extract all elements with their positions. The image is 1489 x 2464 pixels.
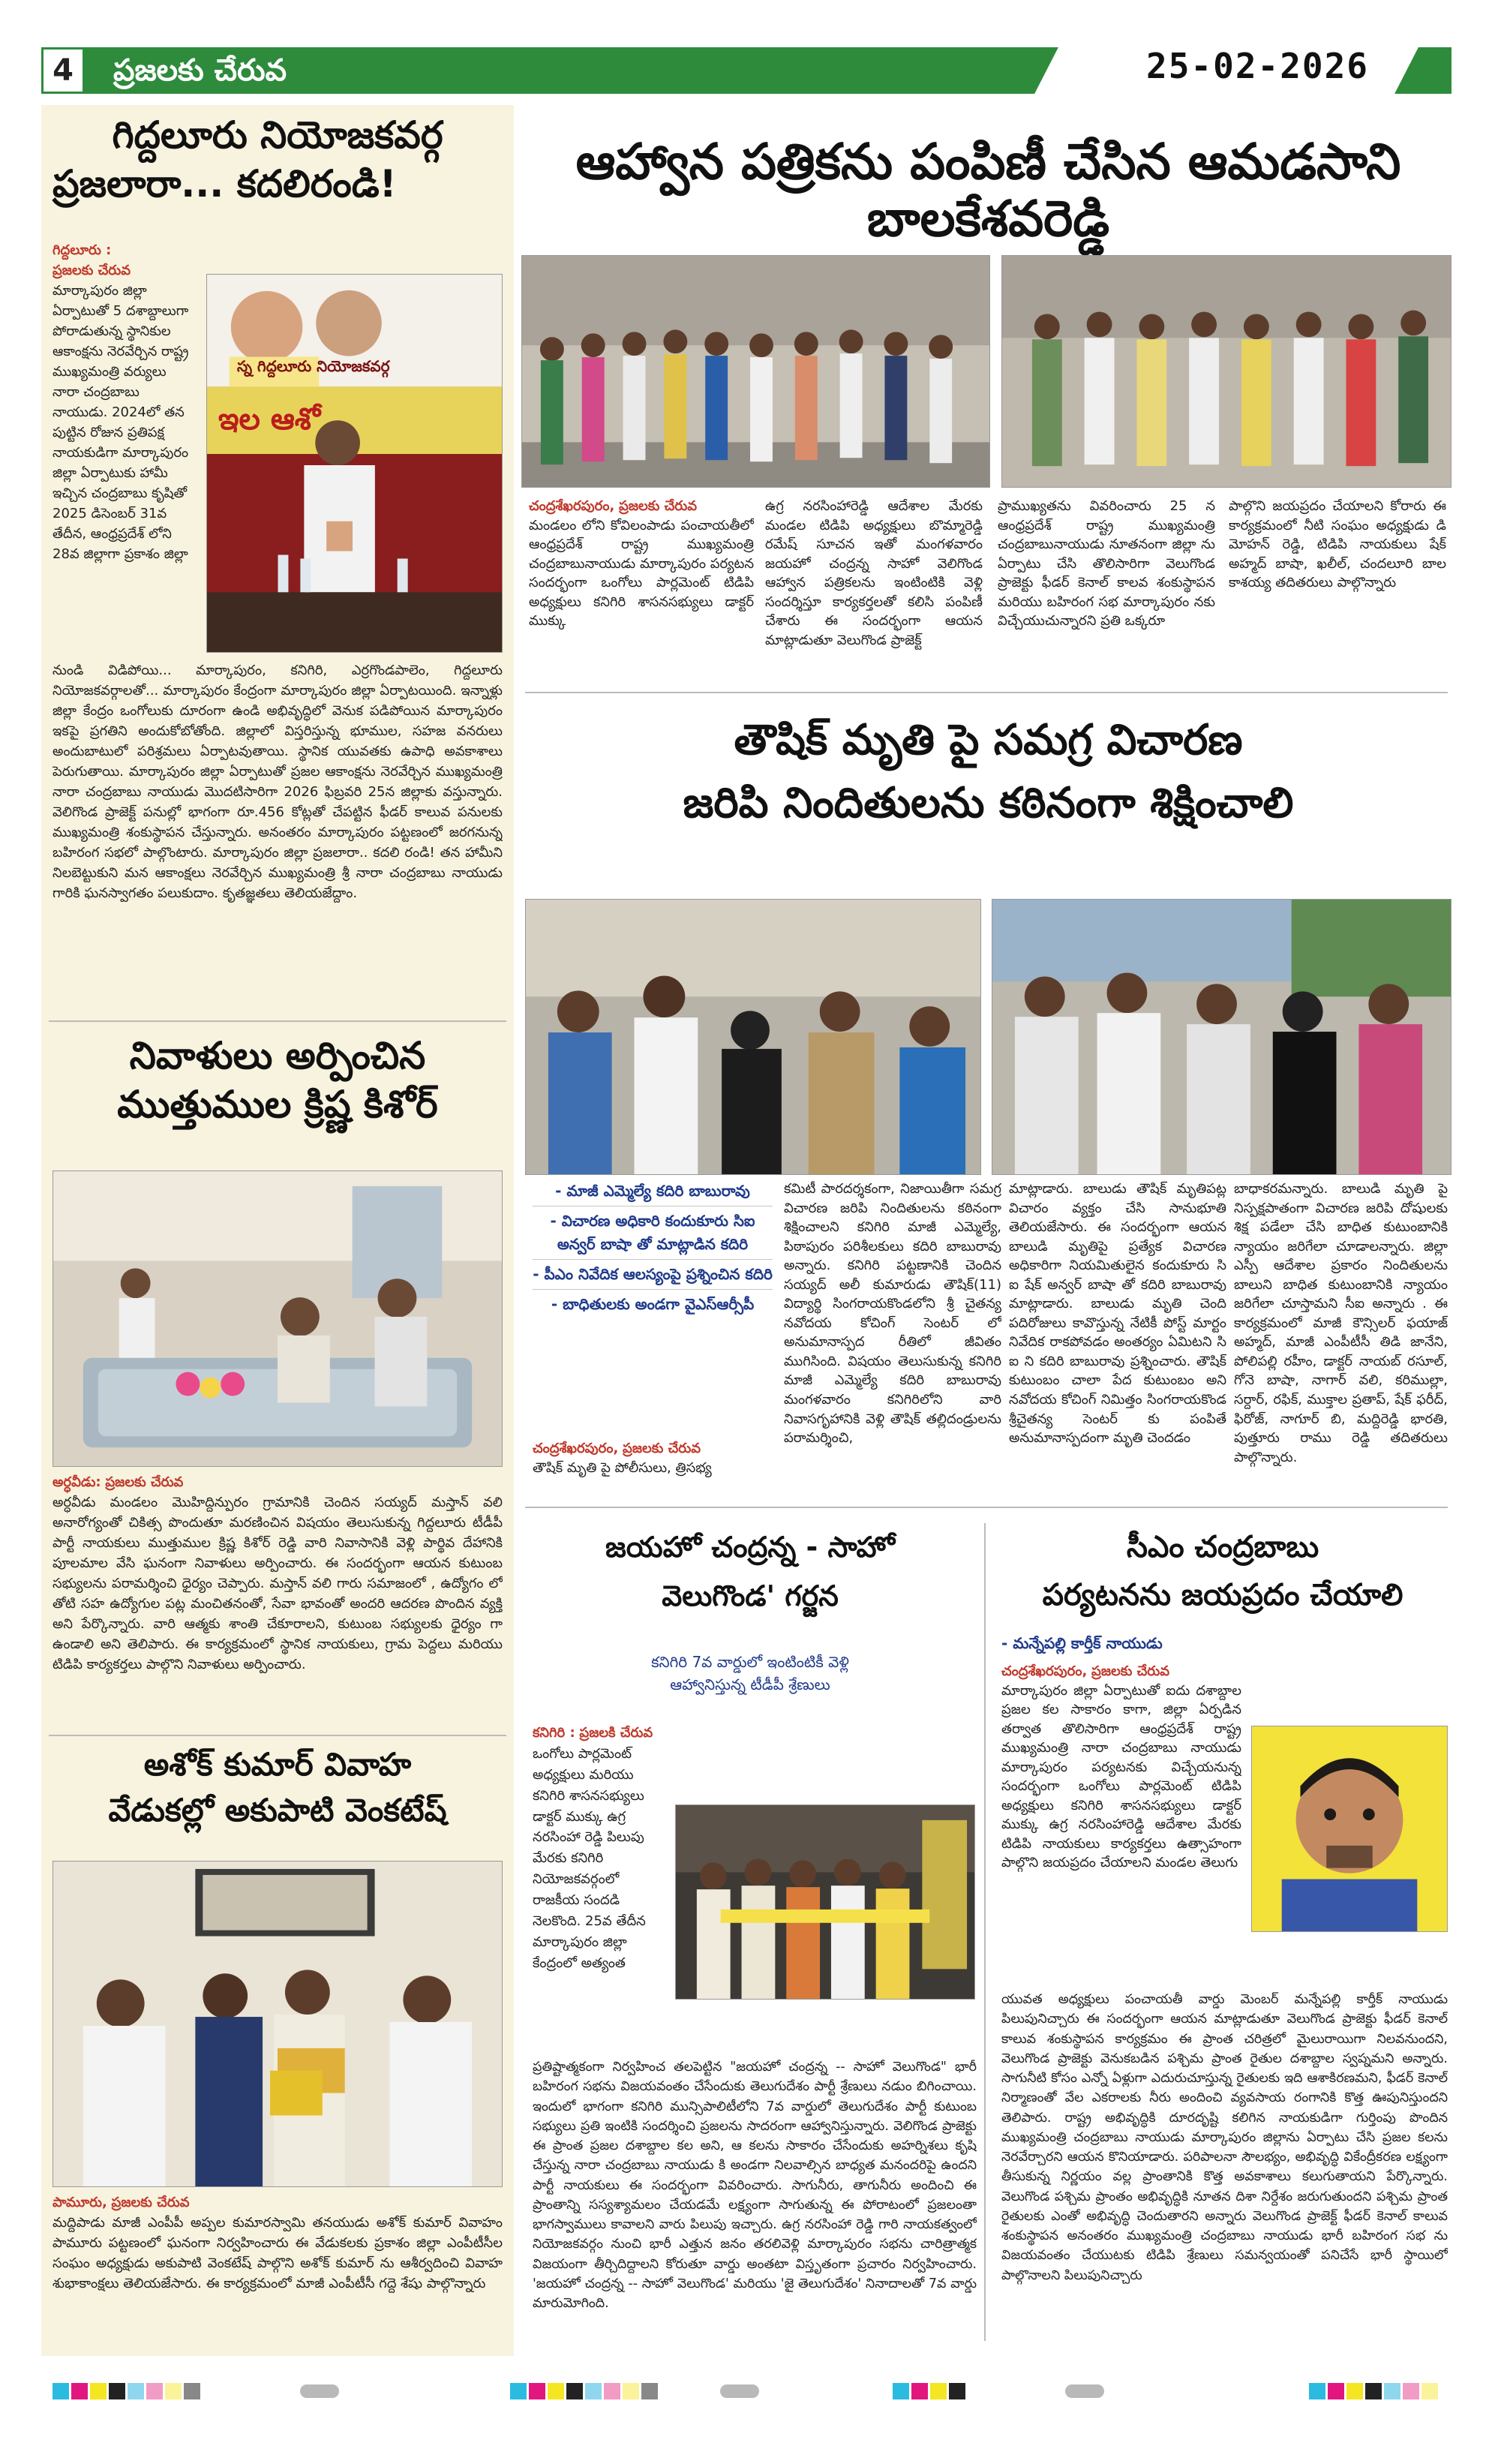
bottom-right-wide: యువత అధ్యక్షులు పంచాయతీ వార్డు మెంబర్ మన్నేపల్లి కార్తీక్ నాయుడు పిలుపునిచ్చారు ఈ సందర్భంగా ఆయన మాట్లాడుతూ వెలుగొండ ప్రాజెక్టు ఫీడర్ కెనాల్ కాలువ శంకుస్థాపన కార్యక్రమం ఈ ప్రాంత చరిత్రలో మైలురాయిగా నిలవనుందని, వెలుగొండ ప్రాజెక్టు వెనుకబడిన పశ్చిమ ప్రాంత రైతుల దశాబ్దాల స్వప్నమని అన్నారు. సాగునీటి కోసం ఎన్నో ఏళ్లుగా ఎదురుచూస్తున్న రైతులకు ఇది ఆశాకిరణమని, ఫీడర్ కెనాల్ నిర్మాణంతో వేల ఎకరాలకు నీరు అందించి వ్యవసాయ రంగానికి కొత్త ఊపునిస్తుందని తెలిపారు. రాష్ట్ర అభివృద్ధికి దూరదృష్టి కలిగిన నాయకుడిగా గుర్తింపు పొందిన ముఖ్యమంత్రి చంద్రబాబు నాయుడు మార్కాపురం జిల్లాను ఏర్పాటు చేసి ప్రజల కలను నెరవేర్చారని ఆయన కొనియాడారు. పరిపాలనా సౌలభ్యం, అభివృద్ధి వికేంద్రీకరణ లక్ష్యంగా తీసుకున్న నిర్ణయం వల్ల ప్రాంతానికి కొత్త అవకాశాలు కలుగుతాయని పేర్కొన్నారు. వెలుగొండ పశ్చిమ ప్రాంతం అభివృద్ధికి నూతన దిశా నిర్దేశం జరుగుతుందని పశ్చిమ ప్రాంత రైతులకు ఎంతో అభివృద్ధి చెందుతారని అన్నారు వెలుగొండ ప్రాజెక్ట్ ఫీడర్ కెనాల్ కాలువ శంకుస్థాపన అనంతరం ముఖ్యమంత్రి చంద్రబాబు నాయుడు భారీ బహిరంగ సభ ను విజయవంతం చేయుటకు టిడిపి శ్రేణులు సమన్వయంతో పనిచేసే భారీ స్థాయిలో పాల్గొనాలని పిలుపునిచ్చారు bbox=[1001, 1992, 1448, 2283]
print-registration-pill-1 bbox=[300, 2384, 339, 2398]
page-number: 4 bbox=[41, 47, 85, 94]
left-story3-headline-line2: వేడుకల్లో అకుపాటి వెంకటేష్ bbox=[108, 1791, 447, 1828]
left-story3-body bbox=[53, 2192, 503, 2342]
right-divider-1 bbox=[525, 692, 1448, 693]
top-story-photo-left bbox=[521, 255, 990, 488]
vertical-divider-bottom bbox=[984, 1523, 986, 2341]
top-story-col1-text: మండలం లోని కోవిలంపాడు పంచాయతీలో ఆంధ్రప్రదేశ్ రాష్ట్ర ముఖ్యమంత్రి చంద్రబాబునాయుడు మార్కాపురం పర్యటన సందర్భంగా ఒంగోలు పార్లమెంట్ టిడిపి అధ్యక్షులు కనిగిరి శాసనసభ్యులు డాక్టర్ ముక్కు bbox=[529, 517, 754, 630]
left-story2-dateline-paper: ప్రజలకు చేరువ bbox=[105, 1474, 184, 1490]
mid-story-headline bbox=[525, 709, 1451, 835]
print-registration-right bbox=[1309, 2383, 1438, 2399]
bottom-mid-dateline-paper: ప్రజలకి చేరువ bbox=[579, 1725, 653, 1741]
bottom-right-headline-line2: పర్యటనను జయప్రదం చేయాలి bbox=[1042, 1578, 1403, 1612]
left-story2-body bbox=[53, 1472, 503, 1731]
banner-caption-2: ఇల ఆశో bbox=[218, 402, 321, 437]
page-header bbox=[41, 41, 1451, 100]
left-story3-dateline-paper: ప్రజలకు చేరువ bbox=[111, 2195, 190, 2210]
bottom-mid-subhead bbox=[525, 1651, 975, 1696]
left-story3-text: మద్దిపాడు మాజీ ఎంపీపీ అప్పల కుమారస్వామి తనయుడు అశోక్ కుమార్ వివాహం పామూరు పట్టణంలో ఘనంగా నిర్వహించారు ఈ వేడుకలకు ప్రకాశం జిల్లా ఎంపీటీసీల సంఘం అధ్యక్షుడు అకుపాటి వెంకటేష్ పాల్గొని అశోక్ కుమార్ ను ఆశీర్వదించి వివాహ శుభాకాంక్షలు తెలియజేసారు. ఈ కార్యక్రమంలో మాజీ ఎంపీటీసీ గద్దె శేషు పాల్గొన్నారు bbox=[53, 2215, 503, 2291]
chandrababu-banner-photo bbox=[206, 274, 503, 653]
tribute-photo bbox=[53, 1170, 503, 1467]
left-story1-dateline-paper: ప్రజలకు చేరువ bbox=[53, 263, 131, 278]
mid-story-bullets bbox=[533, 1179, 773, 1360]
top-story-headline: ఆహ్వాన పత్రికను పంపిణీ చేసిన ఆమడసాని బాలకేశవరెడ్డి bbox=[575, 133, 1401, 248]
left-story2-text: అర్ధవీడు మండలం మొహిద్దిన్పురం గ్రామానికి చెందిన సయ్యద్ మస్తాన్ వలి అనారోగ్యంతో చికిత్స పొందుతూ మరణించిన విషయం తెలుసుకున్న గిద్దలూరు టీడీపీ పార్టీ నాయకులు ముత్తుముల క్రిష్ణ కిశోర్ రెడ్డి వారి నివాసానికి వెళ్లి పార్థివ దేహానికి పూలమాల వేసి ఘనంగా నివాళులు అర్పించారు. ఈ సందర్భంగా ఆయన కుటుంబ సభ్యులను పరామర్శించి ధైర్యం చెప్పారు. మస్తాన్ వలి గారు సమాజంలో , ఉద్యోగం లో తోటి సహ ఉద్యోగుల పట్ల మంచితనంతో, సేవా భావంతో అందరి ఆదరణ పొందిన వ్యక్తి అని పేర్కొన్నారు. వారి ఆత్మకు శాంతి చేకూరాలని, కుటుంబ సభ్యులకు ధైర్యం గా ఉండాలి అని తెలిపారు. ఈ కార్యక్రమంలో స్థానిక నాయకులు, గ్రామ పెద్దలు మరియు టిడిపి కార్యకర్తలు పాల్గొని నివాళులు అర్పించారు. bbox=[53, 1495, 503, 1672]
left-story2-headline-line1: నివాళులు అర్పించిన bbox=[129, 1034, 426, 1077]
bottom-mid-headline-line1: జయహో చంద్రన్న - సాహో bbox=[605, 1531, 896, 1564]
bottom-right-narrow-text: మార్కాపురం జిల్లా ఏర్పాటుతో ఐదు దశాబ్దాల ప్రజల కల సాకారం కాగా, జిల్లా ఏర్పడిన తర్వాత తొలిసారిగా ఆంధ్రప్రదేశ్ రాష్ట్ర ముఖ్యమంత్రి నారా చంద్రబాబు నాయుడు మార్కాపురం పర్యటనకు విచ్చేయనున్న సందర్భంగా ఒంగోలు పార్లమెంట్ టిడిపి అధ్యక్షులు కనిగిరి శాసనసభ్యులు డాక్టర్ ముక్కు ఉగ్ర నరసింహారెడ్డి ఆదేశాల మేరకు టిడిపి నాయకులు కార్యకర్తలు ఉత్సాహంగా పాల్గొని జయప్రదం చేయాలని మండల తెలుగు bbox=[1001, 1682, 1241, 1871]
mid-story-lead-text: తౌషిక్ మృతి పై పోలీసులు, త్రిసభ్య bbox=[533, 1459, 712, 1476]
karthik-portrait-photo bbox=[1251, 1726, 1448, 1932]
bottom-right-narrow bbox=[1001, 1662, 1241, 1985]
left-story3-headline-line1: అశోక్ కుమార్ వివాహ bbox=[143, 1746, 412, 1783]
mid-bullet-2: - విచారణ అధికారి కందుకూరు సిఐ అన్వర్ బాషా తో మాట్లాడిన కదిరి bbox=[533, 1206, 773, 1260]
bottom-mid-narrow-text: ఒంగోలు పార్లమెంట్ అధ్యక్షులు మరియు కనిగిరి శాసనసభ్యులు డాక్టర్ ముక్కు ఉగ్ర నరసింహా రెడ్డి పిలుపు మేరకు కనిగిరి నియోజకవర్గంలో రాజకీయ సందడి నెలకొంది. 25వ తేదీన మార్కాపురం జిల్లా కేంద్రంలో అత్యంత bbox=[533, 1745, 646, 1971]
mid-story-dateline-paper: ప్రజలకు చేరువ bbox=[623, 1441, 701, 1456]
mid-story-col4: బాధాకరమన్నారు. బాలుడి మృతి పై నిస్పక్షపాతంగా విచారణ జరిపి దోషులకు శిక్ష పడేలా చేసి బాధిత కుటుంబానికి న్యాయం జరిగేలా చూడాలన్నారు. జిల్లా ఎస్పీ ఆదేశాల ప్రకారం నిందితులను బాలుని బాధిత కుటుంబానికి న్యాయం జరిగేలా చూస్తామని సీఐ అన్నారు . ఈ కార్యక్రమంలో మాజీ కౌన్సిలర్ ఫయాజ్ అహ్మద్, మాజీ ఎంపీటీసీ తిడి జానేని, పోలిపల్లి రహీం, డాక్టర్ నాయబ్ రసూల్, గోనె బాషా, నాగార్ వలి, కరిముల్లా, సర్దార్, రఫిక్, ముక్తాల ప్రతాప్, షేక్ ఫరీద్, ఫిరోజ్, నాగూర్ బి, మద్దిరెడ్డి భారతి, పుత్తూరు రాము రెడ్డి తదితరులు పాల్గొన్నారు. bbox=[1234, 1181, 1448, 1465]
left-story2-headline-line2: ముత్తుముల క్రిష్ణ కిశోర్ bbox=[117, 1083, 438, 1126]
bottom-mid-dateline-place: కనిగిరి : bbox=[533, 1725, 575, 1741]
top-story-col1 bbox=[529, 497, 754, 677]
left-story1-headline bbox=[45, 111, 510, 209]
left-story1-narrow-text: మార్కాపురం జిల్లా ఏర్పాటుతో 5 దశాబ్దాలుగా పోరాడుతున్న స్థానికుల ఆకాంక్షను నెరవేర్చిన రాష్ట్ర ముఖ్యమంత్రి వర్యులు నారా చంద్రబాబు నాయుడు. 2024లో తన పుట్టిన రోజున ప్రతిపక్ష నాయకుడిగా మార్కాపురం జిల్లా ఏర్పాటుకు హామీ ఇచ్చిన చంద్రబాబు కృషితో 2025 డిసెంబర్ 31వ తేదీన, ఆంధ్రప్రదేశ్ లోని 28వ జిల్లాగా ప్రకాశం జిల్లా bbox=[53, 283, 189, 562]
bottom-mid-subhead-line1: కనిగిరి 7వ వార్డులో ఇంటింటికీ వెళ్లి bbox=[651, 1653, 849, 1671]
mid-story-headline-line2: జరిపి నిందితులను కఠినంగా శిక్షించాలి bbox=[683, 779, 1294, 828]
wedding-photo bbox=[53, 1861, 503, 2187]
left-story1-dateline-place: గిద్దలూరు : bbox=[53, 242, 112, 258]
mid-story-dateline-place: చంద్రశేఖరపురం, bbox=[533, 1441, 619, 1456]
mid-story-col2: కమిటీ పారదర్శకంగా, నిజాయితీగా సమగ్ర విచారణ జరిపి నిందితులను కఠినంగా శిక్షించాలని కనిగిరి మాజీ ఎమ్మెల్యే, పిఠాపురం పరిశీలకులు కదిరి బాబురావు అన్నారు. కనిగిరి పట్టణానికి చెందిన సయ్యద్ అలీ కుమారుడు తౌషిక్(11) విద్యార్థి సింగరాయకొండలోని శ్రీ చైతన్య నవోదయ కోచింగ్ సెంటర్ లో అనుమానాస్పద రీతిలో జీవితం ముగిసింది. విషయం తెలుసుకున్న కనిగిరి మాజీ ఎమ్మెల్యే కదిరి బాబురావు మంగళవారం కనిగిరిలోని వారి నివాసగృహానికి వెళ్లి తౌషిక్ తల్లిదండ్రులను పరామర్శించి, bbox=[784, 1181, 1001, 1447]
mid-story-photo-right bbox=[992, 899, 1451, 1175]
print-registration-pill-3 bbox=[1065, 2384, 1104, 2398]
left-story1-headline-line2: ప్రజలారా... కదలిరండి! bbox=[53, 162, 397, 206]
left-story1-narrow bbox=[53, 240, 195, 660]
bottom-mid-headline-line2: వెలుగొండ' గర్జన bbox=[662, 1579, 839, 1612]
top-story-col3: ప్రాముఖ్యతను వివరించారు 25 న ఆంధ్రప్రదేశ్ రాష్ట్ర ముఖ్యమంత్రి చంద్రబాబునాయుడు నూతనంగా జిల్లా ను ఏర్పాటు చేసి తొలిసారిగా వెలుగొండ ప్రాజెక్టు ఫీడర్ కెనాల్ కాలవ శంకుస్థాపన మరియు బహిరంగ సభ మార్కాపురం నకు విచ్చేయుచున్నారని ప్రతి ఒక్కరూ bbox=[998, 498, 1215, 630]
mid-bullet-1: - మాజీ ఎమ్మెల్యే కదిరి బాబురావు bbox=[533, 1179, 773, 1206]
top-story-col4: పాల్గొని జయప్రదం చేయాలని కోరారు ఈ కార్యక్రమంలో నీటి సంఘం అధ్యక్షుడు డి మోహన్ రెడ్డి, టిడిపి నాయకులు షేక్ అహ్మద్ బాషా, ఖలీల్, చందలూరి బాల కాశయ్య తదితరులు పాల్గొన్నారు bbox=[1229, 498, 1446, 591]
mid-story-headline-line1: తౌషిక్ మృతి పై సమగ్ర విచారణ bbox=[734, 716, 1243, 765]
top-story-photo-right bbox=[1001, 255, 1451, 488]
top-story-dateline-paper: ప్రజలకు చేరువ bbox=[619, 498, 698, 514]
issue-date: 25-02-2026 bbox=[1146, 46, 1369, 86]
left-story3-dateline-place: పామూరు, bbox=[53, 2195, 107, 2210]
right-divider-2 bbox=[525, 1507, 1448, 1508]
top-story-col2: ఉగ్ర నరసింహారెడ్డి ఆదేశాల మేరకు మండల టిడిపి అధ్యక్షులు బొమ్మారెడ్డి రమేష్ సూచన ఇతో మంగళవారం జయహో చంద్రన్న సాహో వెలిగొండ ఆహ్వాన పత్రికలను ఇంటింటికి వెళ్లి సందర్శిస్తూ కార్యకర్తలతో కలిసి పంపిణీ చేశారు ఈ సందర్భంగా ఆయన మాట్లాడుతూ వెలుగొండ ప్రాజెక్ట్ bbox=[765, 498, 983, 648]
mid-story-photo-left bbox=[525, 899, 981, 1175]
left-story2-dateline-place: అర్ధవీడు: bbox=[53, 1474, 101, 1490]
left-divider-1 bbox=[49, 1020, 506, 1022]
left-story2-headline bbox=[45, 1032, 510, 1129]
bottom-right-headline bbox=[994, 1523, 1451, 1619]
left-story1-wide: నుండి విడిపోయి... మార్కాపురం, కనిగిరి, ఎర్రగొండపాలెం, గిద్దలూరు నియోజకవర్గాలతో... మార్కాపురం కేంద్రంగా మార్కాపురం జిల్లా ఏర్పాటయింది. ఇన్నాళ్లు జిల్లా కేంద్రం ఒంగోలుకు దూరంగా ఉండి అభివృద్ధిలో వెనుక పడిపోయిన మార్కాపురం ఇకపై ప్రగతిని అందుకోబోతోంది. జిల్లాలో విస్తరిస్తున్న భూముల, సహజ వనరులు అందుబాటులో పరిశ్రమలు ఏర్పాటవుతాయి. స్థానిక యువతకు ఉపాధి అవకాశాలు పెరుగుతాయి. మార్కాపురం జిల్లా ఏర్పాటుతో ప్రజల ఆకాంక్షను నెరవేర్చిన ముఖ్యమంత్రి నారా చంద్రబాబు నాయుడు మొదటిసారిగా 2026 ఫిబ్రవరి 25న జిల్లాకు వస్తున్నారు. వెలిగొండ ప్రాజెక్ట్ పనుల్లో భాగంగా రూ.456 కోట్లతో చేపట్టిన ఫీడర్ కాలువ పనులకు ముఖ్యమంత్రి శంకుస్థాపన చేస్తున్నారు. అనంతరం మార్కాపురం పట్టణంలో జరగనున్న బహిరంగ సభలో పాల్గొంటారు. మార్కాపురం జిల్లా ప్రజలారా.. కదలి రండి! తన హామీని నిలబెట్టుకుని మన ఆకాంక్షలు నెరవేర్చిన ముఖ్యమంత్రి శ్రీ నారా చంద్రబాబు నాయుడు గారికి ఘనస్వాగతం పలుకుదాం. కృతజ్ఞతలు తెలియజేద్దాం. bbox=[53, 663, 503, 901]
left-divider-2 bbox=[49, 1735, 506, 1736]
newspaper-brand: ప్రజలకు చేరువ bbox=[113, 53, 287, 88]
bottom-right-dateline-paper: ప్రజలకు చేరువ bbox=[1091, 1663, 1170, 1679]
left-story1-headline-line1: గిద్దలూరు నియోజకవర్గ bbox=[112, 113, 443, 157]
print-registration-mid bbox=[510, 2383, 658, 2399]
left-story3-headline bbox=[45, 1742, 510, 1834]
bottom-mid-photo bbox=[675, 1804, 975, 2000]
mid-bullet-4: - బాధితులకు అండగా వైఎస్ఆర్సీపీ bbox=[551, 1295, 755, 1313]
print-registration-mid2 bbox=[893, 2383, 965, 2399]
bottom-right-headline-line1: సీఎం చంద్రబాబు bbox=[1126, 1530, 1319, 1564]
bottom-right-dateline-place: చంద్రశేఖరపురం, bbox=[1001, 1663, 1088, 1679]
bottom-mid-narrow bbox=[533, 1723, 668, 2053]
bottom-right-byline: - మన్నేపల్లి కార్తీక్ నాయుడు bbox=[1001, 1634, 1163, 1652]
bottom-mid-wide: ప్రతిష్టాత్మకంగా నిర్వహించ తలపెట్టిన "జయహో చంద్రన్న -- సాహో వెలుగొండ" భారీ బహిరంగ సభను విజయవంతం చేసేందుకు తెలుగుదేశం పార్టీ శ్రేణులు నడుం బిగించాయి. ఇందులో భాగంగా కనిగిరి మున్సిపాలిటీలోని 7వ వార్డులో తెలుగుదేశం పార్టీ కుటుంబ సభ్యులు ప్రతి ఇంటికి సందర్శించి ప్రజలను సాదరంగా ఆహ్వానిస్తున్నారు. వెలిగొండ ప్రాజెక్టు ఈ ప్రాంత ప్రజల దశాబ్దాల కల అని, ఆ కలను సాకారం చేసేందుకు అహర్నిశలు కృషి చేస్తున్న నారా చంద్రబాబు నాయుడు కి అండగా నిలవాల్సిన బాధ్యత మనందరిపై ఉందని పార్టీ నాయకులు ఈ సందర్భంగా వివరించారు. సాగునీరు, తాగునీరు అందించి ఈ ప్రాంతాన్ని సస్యశ్యామలం చేయడమే లక్ష్యంగా సాగుతున్న ఈ పోరాటంలో ప్రజలంతా భాగస్వాములు కావాలని వారు పిలుపు ఇచ్చారు. ఉగ్ర నరసింహా రెడ్డి గారి నాయకత్వంలో నియోజకవర్గం నుంచి భారీ ఎత్తున జనం తరలివెళ్లి మార్కాపురం సభను చారిత్రాత్మక విజయంగా తీర్చిదిద్దాలని కోరుతూ వార్డు అంతటా విస్తృతంగా ప్రచారం నిర్వహించారు. 'జయహో చంద్రన్న -- సాహో వెలుగొండ' మరియు 'జై తెలుగుదేశం' నినాదాలతో 7వ వార్డు మారుమోగింది. bbox=[533, 2060, 977, 2311]
mid-story-col3: మాట్లాడారు. బాలుడు తౌషిక్ మృతిపట్ల విచారం వ్యక్తం చేసి సానుభూతి తెలియజేసారు. ఈ సందర్భంగా ఆయన బాలుడి మృతిపై ప్రత్యేక విచారణ అధికారిగా నియమితులైన కందుకూరు సి ఐ షేక్ అన్వర్ బాషా తో కదిరి బాబురావు మాట్లాడారు. బాలుడు మృతి చెంది పదిరోజులు కావొస్తున్న నేటికీ పోస్ట్ మార్టం నివేదిక రాకపోవడం అంతర్యం ఏమిటని సి ఐ ని కదిరి బాబురావు ప్రశ్నించారు. తౌషిక్ కుటుంబం చాలా పేద కుటుంబం అని నవోదయ కోచింగ్ నిమిత్తం సింగరాయకొండ శ్రీచైతన్య సెంటర్ కు పంపితే అనుమానాస్పదంగా మృతి చెందడం bbox=[1009, 1181, 1226, 1447]
top-story-dateline-place: చంద్రశేఖరపురం, bbox=[529, 498, 615, 514]
print-registration-pill-2 bbox=[720, 2384, 759, 2398]
bottom-mid-headline bbox=[525, 1523, 975, 1620]
mid-story-lead bbox=[533, 1439, 773, 1493]
bottom-mid-subhead-line2: ఆహ్వానిస్తున్న టీడీపీ శ్రేణులు bbox=[670, 1675, 830, 1693]
banner-caption: స్న గిద్దలూరు నియోజకవర్గ bbox=[237, 357, 390, 375]
mid-bullet-3: - పీఎం నివేదిక ఆలస్యంపై ప్రశ్నించిన కదిరి bbox=[533, 1260, 773, 1290]
print-registration-left bbox=[53, 2383, 200, 2399]
